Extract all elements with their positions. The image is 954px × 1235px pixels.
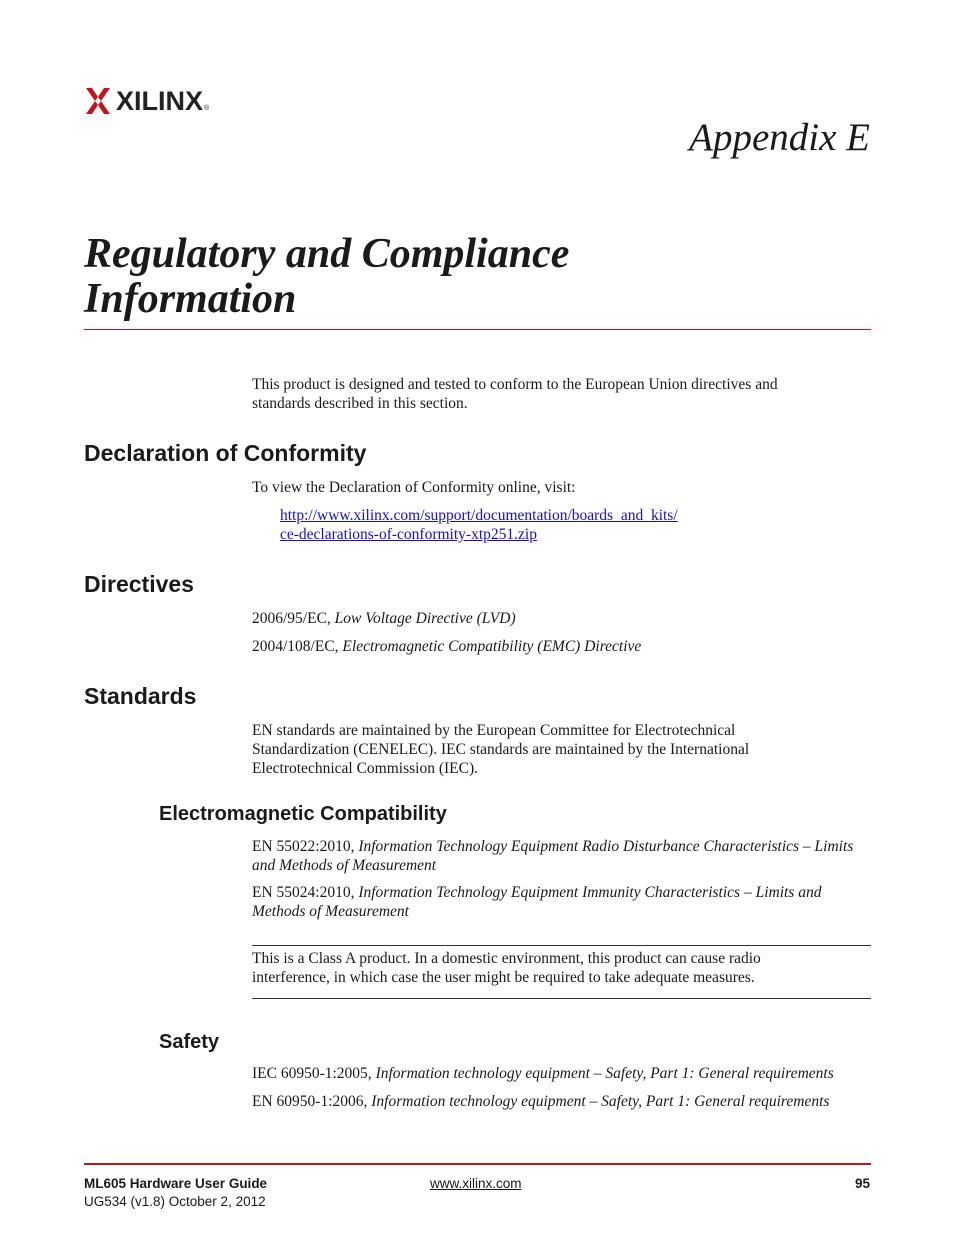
logo-wordmark: XILINX <box>116 86 204 116</box>
page-title-line2: Information <box>84 276 297 322</box>
emc-title-cont: Methods of Measurement <box>252 903 409 920</box>
emc-title: Information Technology Equipment Radio Disturbance Characteristics – Limits <box>358 838 854 855</box>
class-a-note-line2: interference, in which case the user might be required to take adequate measures. <box>252 969 755 986</box>
emc-item <box>252 837 871 875</box>
emc-code: EN 55024:2010, <box>252 884 359 901</box>
declaration-text: To view the Declaration of Conformity online, visit: <box>252 479 576 496</box>
appendix-label: Appendix E <box>689 116 870 159</box>
class-a-note-line1: This is a Class A product. In a domestic environment, this product can cause radio <box>252 950 761 967</box>
footer-website-link[interactable]: www.xilinx.com <box>430 1176 522 1191</box>
xilinx-logo <box>86 86 209 116</box>
safety-item <box>252 1064 834 1083</box>
note-bottom-rule <box>252 998 871 999</box>
declaration-link-line1: http://www.xilinx.com/support/documentation/boards_and_kits/ <box>280 507 678 524</box>
directive-title: Low Voltage Directive (LVD) <box>334 610 516 627</box>
registered-mark: ® <box>204 105 210 112</box>
emc-heading: Electromagnetic Compatibility <box>159 803 447 825</box>
emc-title: Information Technology Equipment Immunity Characteristics – Limits and <box>358 884 822 901</box>
class-a-note <box>252 949 871 987</box>
intro-paragraph <box>252 375 852 413</box>
standards-line1: EN standards are maintained by the European Committee for Electrotechnical <box>252 722 736 739</box>
standards-paragraph <box>252 721 862 778</box>
declaration-heading: Declaration of Conformity <box>84 440 367 466</box>
safety-title: Information technology equipment – Safety, Part 1: General requirements <box>371 1093 830 1110</box>
safety-code: EN 60950-1:2006, <box>252 1093 372 1110</box>
directive-item <box>252 637 641 656</box>
directive-item <box>252 609 516 628</box>
safety-title: Information technology equipment – Safety, Part 1: General requirements <box>375 1065 834 1082</box>
safety-code: IEC 60950-1:2005, <box>252 1065 376 1082</box>
directive-title: Electromagnetic Compatibility (EMC) Directive <box>342 638 642 655</box>
safety-heading: Safety <box>159 1031 220 1053</box>
footer-divider <box>84 1163 871 1165</box>
standards-heading: Standards <box>84 683 197 709</box>
emc-code: EN 55022:2010, <box>252 838 359 855</box>
standards-line3: Electrotechnical Commission (IEC). <box>252 760 478 777</box>
footer-doc-id: UG534 (v1.8) October 2, 2012 <box>84 1194 266 1209</box>
xilinx-mark-icon <box>86 88 110 114</box>
page-title <box>84 232 864 322</box>
declaration-link-line2: ce-declarations-of-conformity-xtp251.zip <box>280 526 537 543</box>
directive-code: 2006/95/EC, <box>252 610 335 627</box>
intro-line2: standards described in this section. <box>252 395 468 412</box>
declaration-link[interactable] <box>280 506 840 544</box>
footer-guide-title: ML605 Hardware User Guide <box>84 1176 268 1191</box>
standards-line2: Standardization (CENELEC). IEC standards are maintained by the International <box>252 741 750 758</box>
note-top-rule <box>252 945 871 946</box>
emc-title-cont: and Methods of Measurement <box>252 857 437 874</box>
directive-code: 2004/108/EC, <box>252 638 343 655</box>
page-title-line1: Regulatory and Compliance <box>84 231 570 277</box>
safety-item <box>252 1092 829 1111</box>
intro-line1: This product is designed and tested to conform to the European Union directives and <box>252 376 778 393</box>
title-divider <box>84 329 871 330</box>
footer-page-number: 95 <box>854 1176 870 1191</box>
directives-heading: Directives <box>84 571 194 597</box>
emc-item <box>252 883 871 921</box>
